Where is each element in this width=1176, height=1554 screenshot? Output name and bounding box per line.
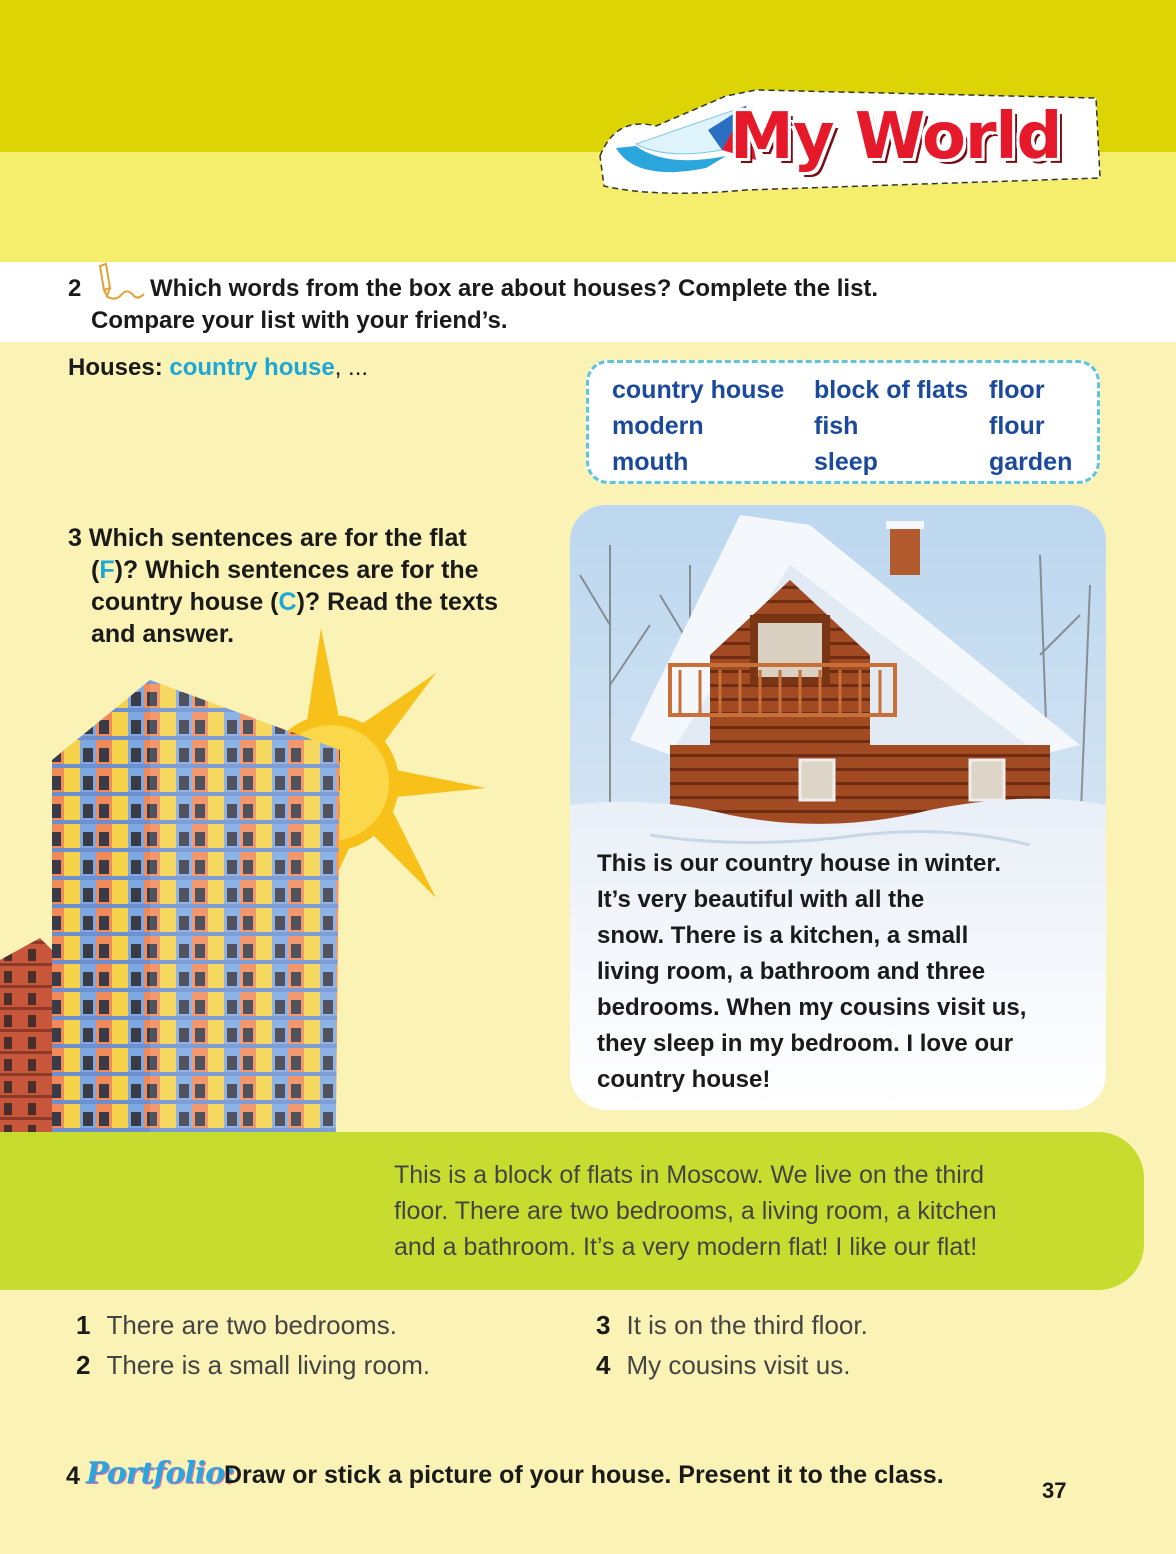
task3-line4: and answer.: [91, 620, 235, 648]
task3-paren-open: (: [91, 556, 100, 584]
word-fish: fish: [814, 412, 859, 440]
page-number: 37: [1042, 1478, 1067, 1503]
task2-instruction-line2: Compare your list with your friend’s.: [91, 307, 508, 334]
task3-line3-start: country house (: [91, 588, 279, 616]
word-box: [586, 360, 1100, 484]
my-world-logo: [596, 86, 1108, 200]
word-mouth: mouth: [612, 448, 689, 476]
country-house-text-line: country house!: [597, 1066, 771, 1093]
task3-line1: Which sentences are for the flat: [88, 524, 467, 552]
statement-2: [76, 1350, 430, 1381]
task3-line3: [68, 586, 568, 618]
country-house-text-line: they sleep in my bedroom. I love our: [597, 1030, 1014, 1057]
house-letter: C: [278, 588, 297, 616]
word-modern: modern: [612, 412, 704, 440]
flat-text-line: This is a block of flats in Moscow. We live on the third: [394, 1161, 985, 1189]
houses-list: [68, 352, 368, 384]
word-garden: garden: [989, 448, 1073, 476]
country-house-text-line: snow. There is a kitchen, a small: [597, 922, 969, 949]
logo-text: My World: [730, 100, 1062, 174]
country-house-text-line: bedrooms. When my cousins visit us,: [597, 994, 1027, 1021]
flat-text-line: floor. There are two bedrooms, a living room, a kitchen: [394, 1197, 997, 1225]
word-sleep: sleep: [814, 448, 878, 476]
word-block-of-flats: block of flats: [814, 376, 969, 404]
portfolio-label: Portfolio:: [86, 1456, 235, 1491]
statement-number: 3: [596, 1310, 611, 1340]
pencil-writing-icon: [92, 262, 146, 304]
flat-text: [394, 1157, 1114, 1265]
task3-line2-rest: )? Which sentences are for the: [114, 556, 479, 584]
task3-line3-rest: )? Read the texts: [296, 588, 499, 616]
statement-text: There are two bedrooms.: [106, 1310, 397, 1340]
houses-label: Houses:: [68, 354, 163, 381]
task4-number: 4: [66, 1462, 80, 1490]
task4-instruction: Draw or stick a picture of your house. Present it to the class.: [224, 1461, 944, 1489]
word-country-house: country house: [612, 376, 785, 404]
statement-text: There is a small living room.: [106, 1350, 431, 1380]
statement-1: [76, 1310, 397, 1341]
country-house-text-line: This is our country house in winter.: [597, 850, 1002, 877]
word-floor: floor: [989, 376, 1045, 404]
flat-text-line: and a bathroom. It’s a very modern flat! I like our flat!: [394, 1233, 978, 1261]
statement-number: 4: [596, 1350, 611, 1380]
portfolio-logo: [84, 1448, 235, 1508]
country-house-text-line: living room, a bathroom and three: [597, 958, 986, 985]
statement-3: [596, 1310, 868, 1341]
statement-text: It is on the third floor.: [626, 1310, 868, 1340]
statement-number: 2: [76, 1350, 91, 1380]
flat-letter: F: [99, 556, 115, 584]
word-flour: flour: [989, 412, 1045, 440]
statement-4: [596, 1350, 850, 1381]
task3-line2: [68, 554, 568, 586]
task3-number: 3: [68, 524, 82, 552]
houses-suffix: , ...: [334, 354, 369, 381]
statement-number: 1: [76, 1310, 91, 1340]
country-house-text: [597, 846, 1097, 1098]
statement-text: My cousins visit us.: [626, 1350, 851, 1380]
task2-number: 2: [68, 275, 82, 302]
houses-example: country house: [169, 354, 335, 381]
country-house-text-line: It’s very beautiful with all the: [597, 886, 925, 913]
task2-instruction-line1: Which words from the box are about houses? Complete the list.: [150, 275, 879, 302]
